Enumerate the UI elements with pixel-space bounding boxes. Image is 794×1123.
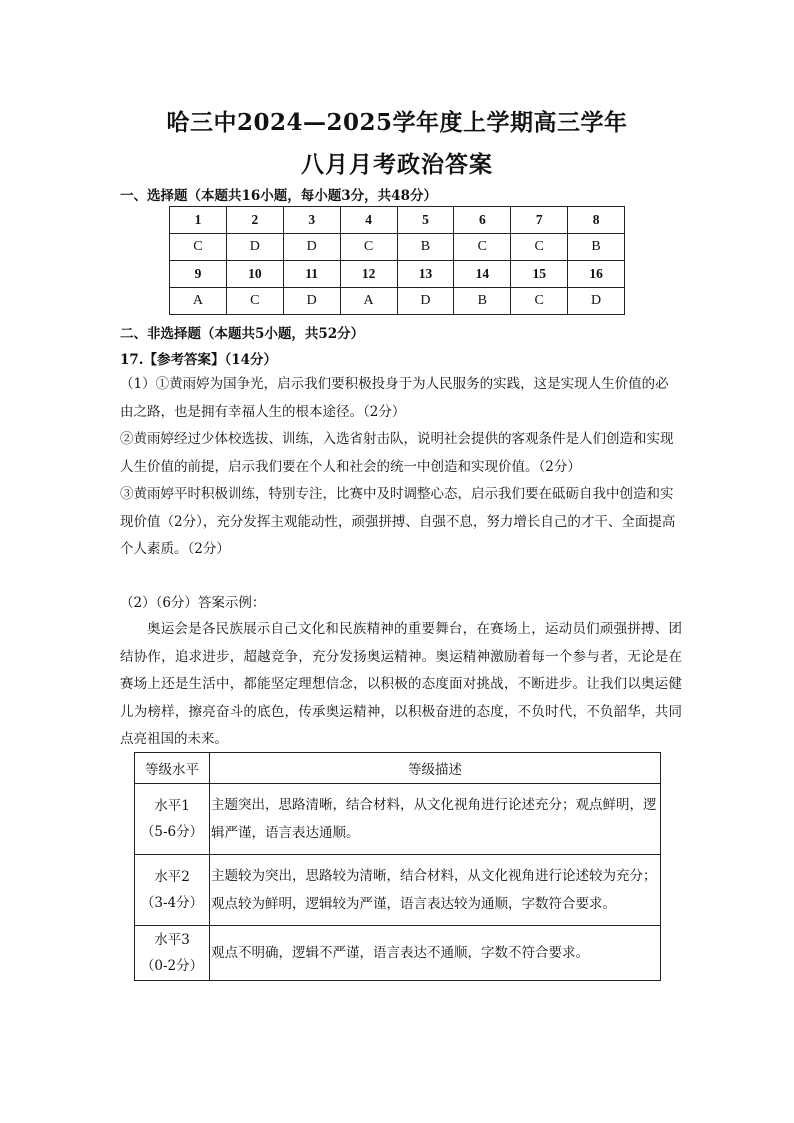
column-header-level: 等级水平: [135, 753, 210, 784]
answer-cell: A: [170, 288, 227, 315]
question-number: 1: [170, 207, 227, 234]
answer-cell: B: [454, 288, 511, 315]
question-number: 16: [568, 261, 625, 288]
question-number: 8: [568, 207, 625, 234]
level-score: （0-2分）: [140, 958, 204, 974]
question-number: 11: [283, 261, 340, 288]
answer-cell: D: [226, 234, 283, 261]
level-cell: [135, 784, 210, 855]
level-score: （3-4分）: [140, 895, 204, 911]
question-number: 3: [283, 207, 340, 234]
question-number: 5: [397, 207, 454, 234]
sample-essay: 奥运会是各民族展示自己文化和民族精神的重要舞台，在赛场上，运动员们顽强拼搏、团结协作，追求进步，超越竞争，充分发扬奥运精神。奥运精神激励着每一个参与者，无论是在赛场上还是生活中，都能坚定理想信念，以积极的态度面对挑战，不断进步。让我们以奥运健儿为榜样，擦亮奋斗的底色，传承奥运精神，以积极奋进的态度，不负时代，不负韶华，共同点亮祖国的未来。: [120, 621, 682, 747]
answer-cell: B: [397, 234, 454, 261]
question-17-header: 17.【参考答案】（14分）: [120, 352, 278, 368]
question-number: 15: [511, 261, 568, 288]
table-row: [170, 288, 625, 315]
question-number: 2: [226, 207, 283, 234]
page-subtitle: 八月月考政治答案: [301, 151, 493, 178]
answer-cell: C: [340, 234, 397, 261]
level-description: 观点不明确，逻辑不严谨，语言表达不通顺，字数不符合要求。: [210, 926, 661, 981]
answer-cell: C: [454, 234, 511, 261]
level-description: 主题较为突出，思路较为清晰，结合材料，从文化视角进行论述较为充分；观点较为鲜明，逻辑较为严谨，语言表达较为通顺，字数符合要求。: [210, 855, 661, 926]
answer-paragraph-1: （1）①黄雨婷为国争光，启示我们要积极投身于为人民服务的实践，这是实现人生价值的必由之路，也是拥有幸福人生的根本途径。（2分）: [120, 376, 669, 420]
question-number: 10: [226, 261, 283, 288]
multiple-choice-answer-table: [169, 206, 625, 315]
level-label: 水平2: [154, 869, 190, 885]
answer-cell: C: [170, 234, 227, 261]
answer-cell: C: [511, 234, 568, 261]
table-row: [170, 234, 625, 261]
answer-cell: D: [568, 288, 625, 315]
part2-header: （2）（6分）答案示例：: [120, 595, 266, 611]
question-number: 13: [397, 261, 454, 288]
level-label: 水平1: [154, 798, 190, 814]
answer-cell: D: [397, 288, 454, 315]
answer-cell: C: [226, 288, 283, 315]
question-number: 6: [454, 207, 511, 234]
table-row: [170, 207, 625, 234]
level-description: 主题突出，思路清晰，结合材料，从文化视角进行论述充分；观点鲜明，逻辑严谨，语言表达通顺。: [210, 784, 661, 855]
column-header-description: 等级描述: [210, 753, 661, 784]
answer-paragraph-2: ②黄雨婷经过少体校选拔、训练，入选省射击队，说明社会提供的客观条件是人们创造和实现人生价值的前提，启示我们要在个人和社会的统一中创造和实现价值。（2分）: [120, 431, 674, 475]
question-number: 4: [340, 207, 397, 234]
answer-cell: A: [340, 288, 397, 315]
page-title: 哈三中2024—2025学年度上学期高三学年: [166, 109, 628, 136]
answer-cell: C: [511, 288, 568, 315]
answer-paragraph-3: ③黄雨婷平时积极训练，特别专注，比赛中及时调整心态，启示我们要在砥砺自我中创造和实现价值（2分），充分发挥主观能动性，顽强拼搏、自强不息，努力增长自己的才干、全面提高个人素质。（2分）: [120, 486, 676, 557]
section2-heading: 二、非选择题（本题共5小题，共52分）: [120, 326, 365, 342]
section1-heading: 一、选择题（本题共16小题，每小题3分，共48分）: [120, 188, 437, 204]
question-number: 7: [511, 207, 568, 234]
answer-cell: D: [283, 234, 340, 261]
table-row: [135, 784, 661, 855]
grading-rubric-table: [134, 752, 661, 981]
question-number: 12: [340, 261, 397, 288]
table-row: [135, 855, 661, 926]
answer-cell: B: [568, 234, 625, 261]
level-label: 水平3: [154, 932, 190, 948]
answer-cell: D: [283, 288, 340, 315]
level-cell: [135, 926, 210, 981]
level-score: （5-6分）: [140, 824, 204, 840]
question-number: 9: [170, 261, 227, 288]
table-row: [135, 926, 661, 981]
question-number: 14: [454, 261, 511, 288]
table-header-row: [135, 753, 661, 784]
level-cell: [135, 855, 210, 926]
table-row: [170, 261, 625, 288]
